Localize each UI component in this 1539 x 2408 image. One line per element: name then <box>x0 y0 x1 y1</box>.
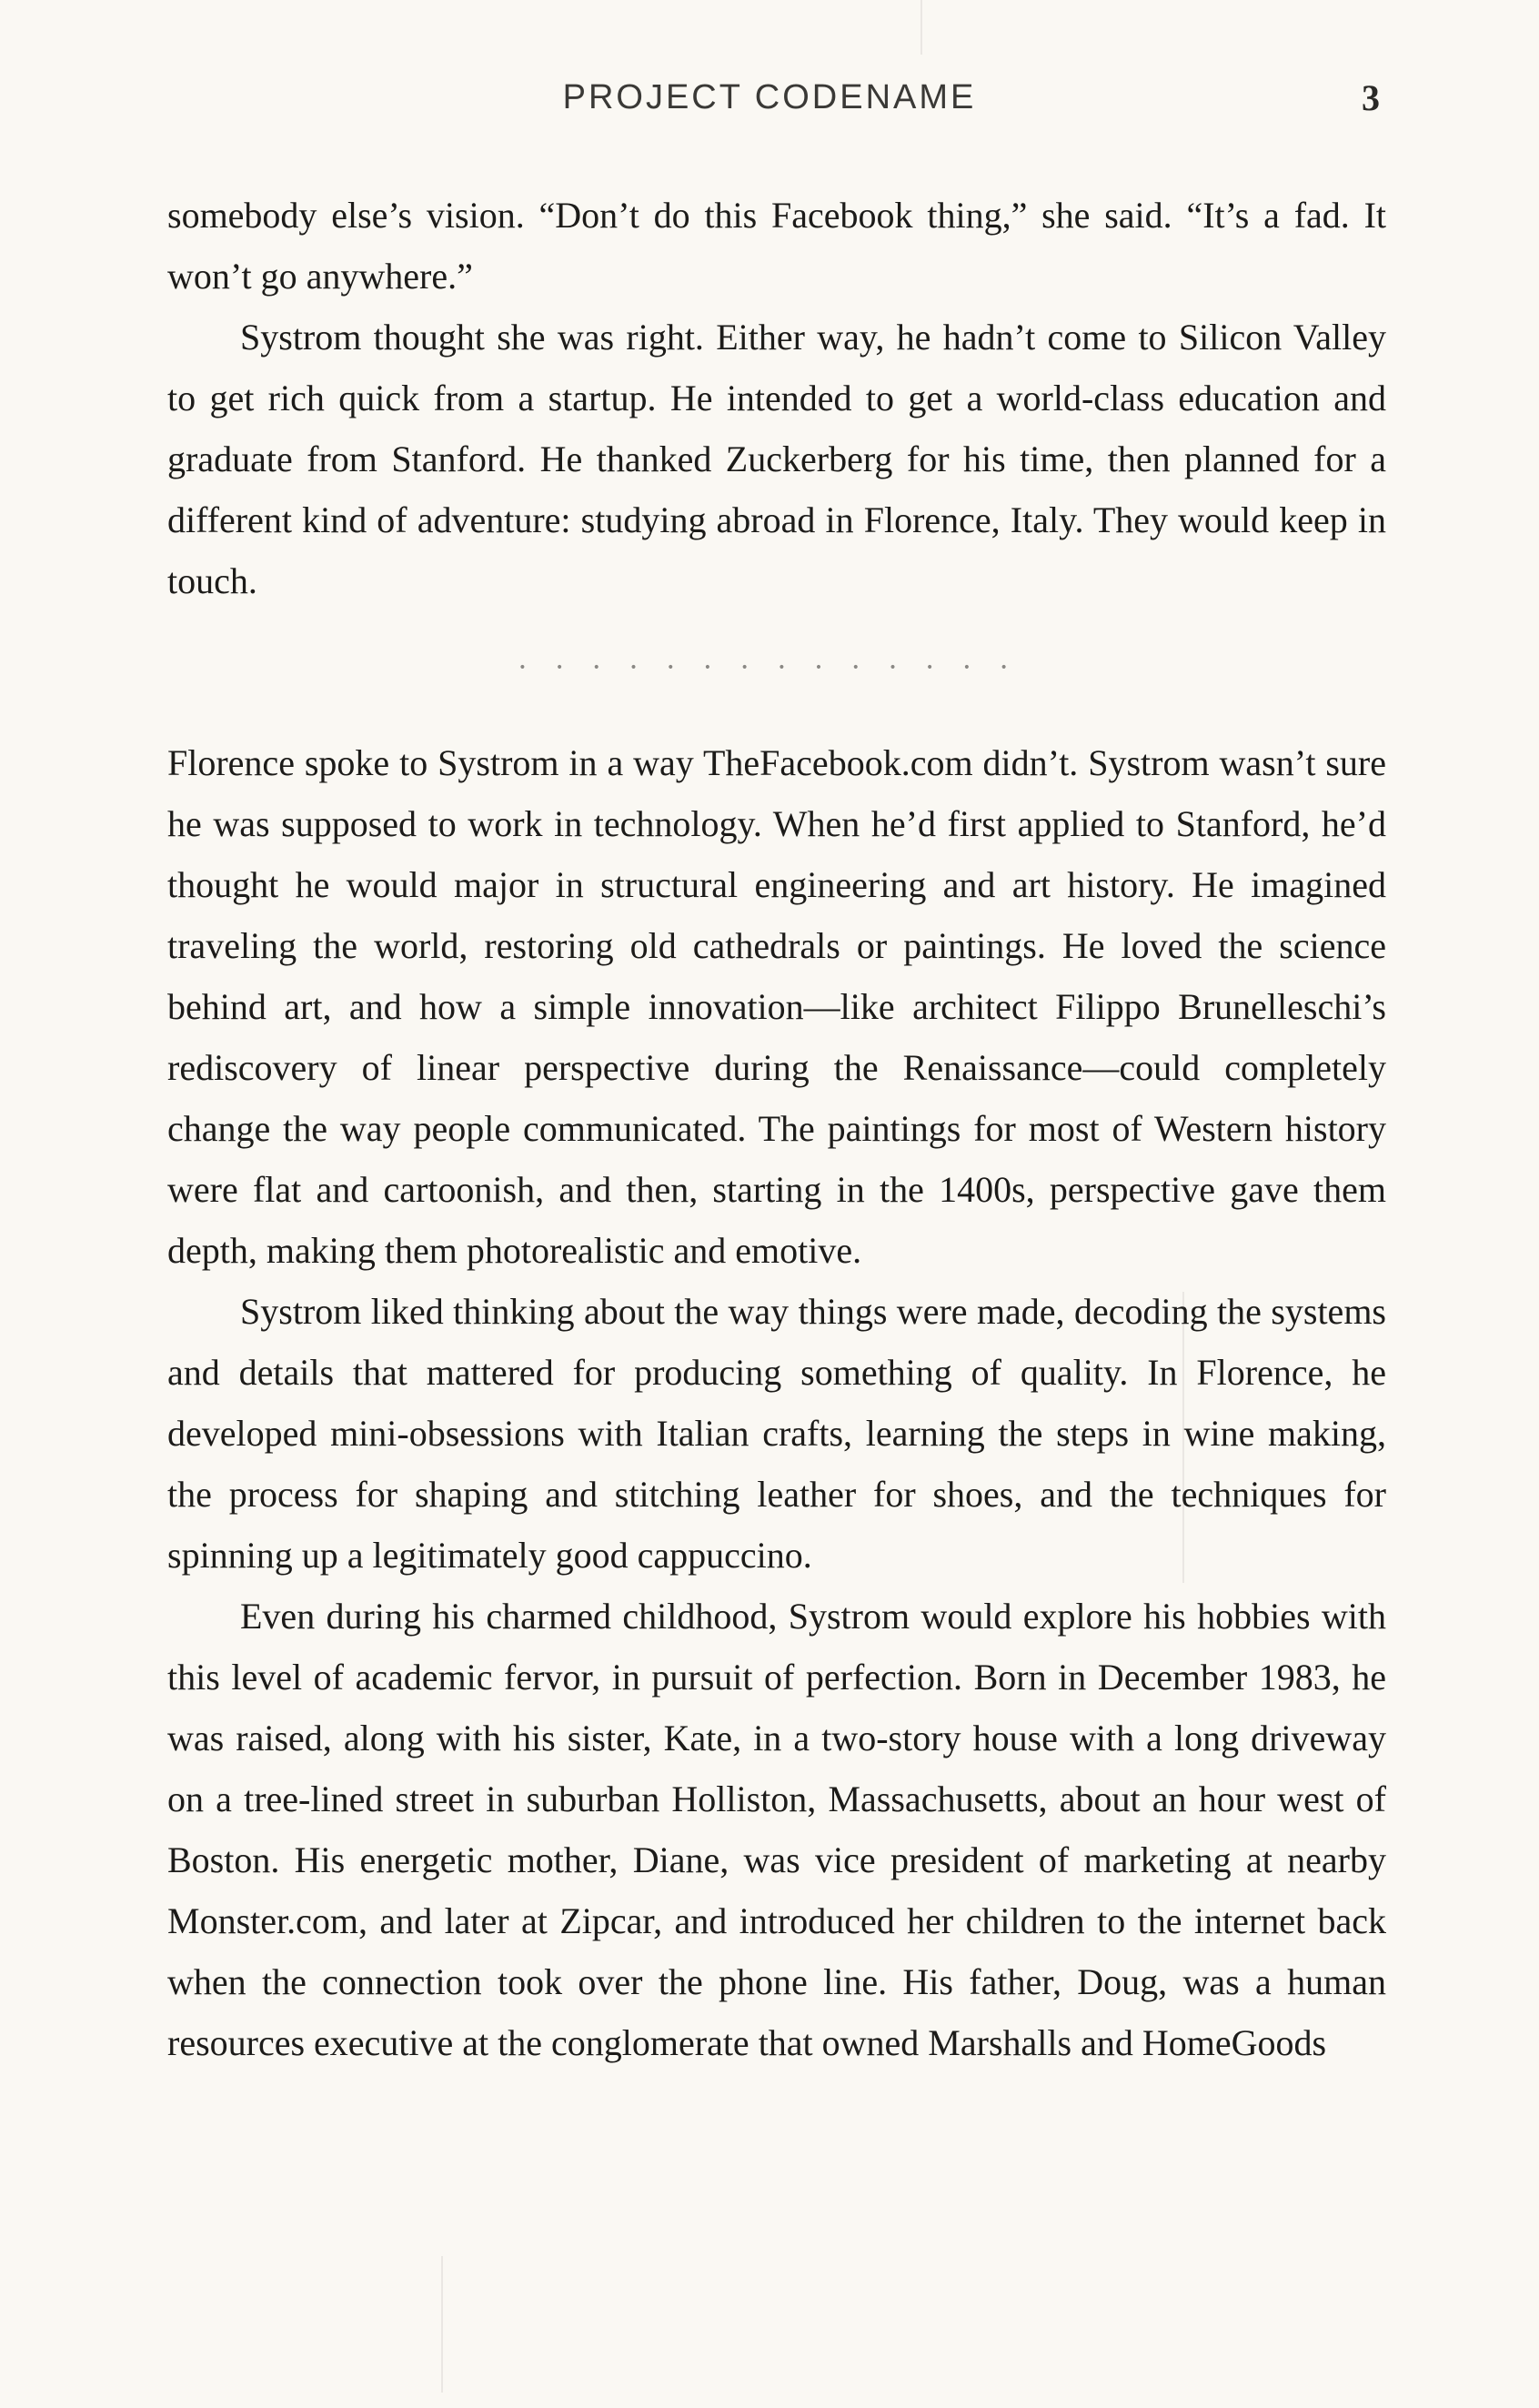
paragraph: somebody else’s vision. “Don’t do this Facebook thing,” she said. “It’s a fad. It won’t go anywhere.” <box>167 195 1386 297</box>
paragraph: Florence spoke to Systrom in a way TheFacebook.com didn’t. Systrom wasn’t sure he was supposed to work in technology. When he’d first applied to Stanford, he’d thought he would major in structural engineering and art history. He imagined traveling the world, restoring old cathedrals or paintings. He loved the science behind art, and how a simple innovation—like architect Filippo Brunelleschi’s rediscovery of linear perspective during the Renaissance—could completely change the way people communicated. The paintings for most of Western history were flat and cartoonish, and then, starting in the 1400s, perspective gave them depth, making them photorealistic and emotive. <box>167 742 1386 1271</box>
section-break-ornament: • • • • • • • • • • • • • • <box>518 660 1021 675</box>
paragraph: Systrom thought she was right. Either way, he hadn’t come to Silicon Valley to get rich quick from a startup. He intended to get a world-class education and graduate from Stanford. He thanked Zuckerberg for his time, then planned for a different kind of adventure: studying abroad in Florence, Italy. They would keep in touch. <box>167 317 1386 601</box>
running-header <box>0 78 1539 133</box>
text-section-one <box>167 185 1386 611</box>
text-section-two <box>167 732 1386 2073</box>
running-title: PROJECT CODENAME <box>562 78 977 116</box>
scan-artifact <box>920 0 922 55</box>
scan-artifact <box>1182 1292 1184 1583</box>
scan-artifact <box>441 2256 443 2393</box>
paragraph: Systrom liked thinking about the way things were made, decoding the systems and details that mattered for producing something of quality. In Florence, he developed mini-obsessions with Italian crafts, learning the steps in wine making, the process for shaping and stitching leather for shoes, and the techniques for spinning up a legitimately good cappuccino. <box>167 1291 1386 1576</box>
paragraph: Even during his charmed childhood, Systrom would explore his hobbies with this level of academic fervor, in pursuit of perfection. Born in December 1983, he was raised, along with his sister, Kate, in a two-story house with a long driveway on a tree-lined street in suburban Holliston, Massachusetts, about an hour west of Boston. His energetic mother, Diane, was vice president of marketing at nearby Monster.com, and later at Zipcar, and introduced her children to the internet back when the connection took over the phone line. His father, Doug, was a human resources executive at the conglomerate that owned Marshalls and HomeGoods <box>167 1596 1386 2063</box>
page-number: 3 <box>1362 77 1380 118</box>
